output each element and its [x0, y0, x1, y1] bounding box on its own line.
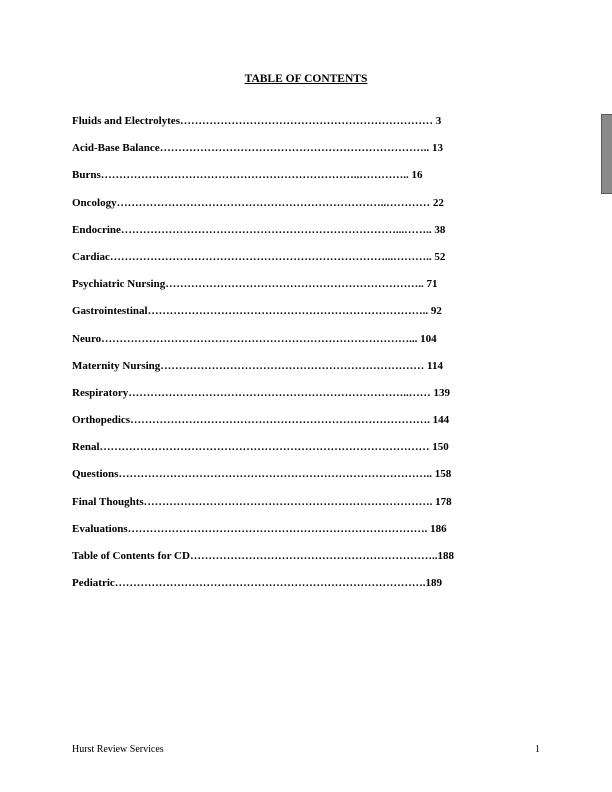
footer-publisher: Hurst Review Services [72, 744, 164, 755]
toc-page-number: 144 [432, 414, 450, 427]
toc-leader: …………………………………………………………………………... [101, 332, 418, 345]
toc-page-number: 16 [411, 169, 423, 182]
toc-leader: …………………………………………………………………………. [114, 577, 426, 590]
toc-page-number: 186 [430, 522, 447, 535]
toc-entry-title: Oncology [72, 196, 117, 209]
toc-entry [72, 549, 492, 576]
toc-page-number: 114 [427, 359, 443, 372]
toc-page-number: 158 [434, 468, 452, 481]
toc-leader: ……………………………………………………………….. [159, 142, 430, 155]
toc-entry-title: Table of Contents for CD [72, 550, 190, 562]
toc-entry-title: Renal [72, 441, 100, 454]
toc-entry [72, 576, 492, 603]
toc-leader: ………………………………………………………………..………… [116, 196, 431, 209]
page-title: TABLE OF CONTENTS [244, 73, 368, 85]
toc-entry [72, 304, 492, 331]
toc-page-number: 189 [425, 577, 443, 590]
toc-leader: …………………………………………………………………...……….. [109, 250, 432, 263]
toc-entry [72, 413, 492, 440]
toc-leader: ………………………………………………………….. [189, 550, 438, 562]
toc-entry-title: Respiratory [72, 386, 129, 399]
toc-entry-title: Evaluations [72, 522, 128, 535]
toc-entry-title: Pediatric [72, 577, 115, 590]
toc-page-number: 71 [426, 278, 438, 291]
toc-entry-title: Neuro [72, 332, 102, 345]
toc-entry [72, 114, 492, 141]
toc-entry-title: Cardiac [72, 250, 110, 263]
toc-entry-title: Questions [72, 468, 119, 481]
toc-entry [72, 467, 492, 494]
toc-entry [72, 250, 492, 277]
toc-leader: ……………………………………………………………..………….. [100, 169, 409, 182]
toc-page-number: 104 [420, 332, 437, 345]
toc-entry [72, 196, 492, 223]
toc-entry [72, 168, 492, 195]
toc-page-number: 22 [432, 196, 444, 209]
toc-entry [72, 522, 492, 549]
table-of-contents [72, 114, 492, 603]
toc-leader: ……………………………………………………………… [160, 359, 425, 372]
toc-entry [72, 495, 492, 522]
toc-entry [72, 359, 492, 386]
toc-page-number: 178 [435, 495, 452, 508]
toc-page-number: 52 [434, 250, 446, 263]
side-tab-marker [601, 114, 612, 194]
toc-page-number: 150 [432, 441, 449, 454]
toc-entry [72, 141, 492, 168]
toc-entry [72, 223, 492, 250]
toc-entry [72, 332, 492, 359]
toc-leader: ………………………………………………………………………. [130, 414, 430, 427]
toc-page-number: 188 [437, 550, 454, 562]
toc-entry-title: Psychiatric Nursing [72, 278, 166, 291]
toc-leader: ………………………………………………………………………….. [118, 468, 432, 481]
toc-leader: …………………………………………………………………..…… [128, 386, 431, 399]
toc-entry-title: Fluids and Electrolytes [72, 115, 180, 127]
toc-leader: …………………………………………………………… [179, 115, 433, 127]
toc-leader: …………………………………………………………………...…….. [120, 223, 432, 236]
toc-entry-title: Orthopedics [72, 414, 131, 427]
toc-leader: ………………………………………………………………………. [127, 522, 428, 535]
toc-entry [72, 277, 492, 304]
toc-leader: ………………………………………………………………….. [147, 305, 429, 318]
toc-page-number: 13 [431, 142, 443, 155]
toc-entry-title: Final Thoughts [72, 495, 144, 508]
footer-page-number: 1 [535, 744, 540, 755]
toc-entry [72, 440, 492, 467]
toc-leader: ……………………………………………………………………. [143, 495, 433, 508]
toc-entry-title: Maternity Nursing [72, 359, 161, 372]
toc-page-number: 139 [433, 386, 450, 399]
toc-entry-title: Acid-Base Balance [72, 142, 160, 155]
toc-entry-title: Endocrine [72, 223, 121, 236]
toc-entry-title: Burns [72, 169, 101, 182]
toc-page-number: 38 [434, 223, 446, 236]
toc-page-number: 3 [435, 115, 442, 127]
toc-entry [72, 386, 492, 413]
toc-page-number: 92 [430, 305, 442, 318]
toc-entry-title: Gastrointestinal [72, 305, 148, 318]
toc-leader: ……………………………………………………………………………… [99, 441, 430, 454]
toc-leader: …………………………………………………………….. [165, 278, 424, 291]
